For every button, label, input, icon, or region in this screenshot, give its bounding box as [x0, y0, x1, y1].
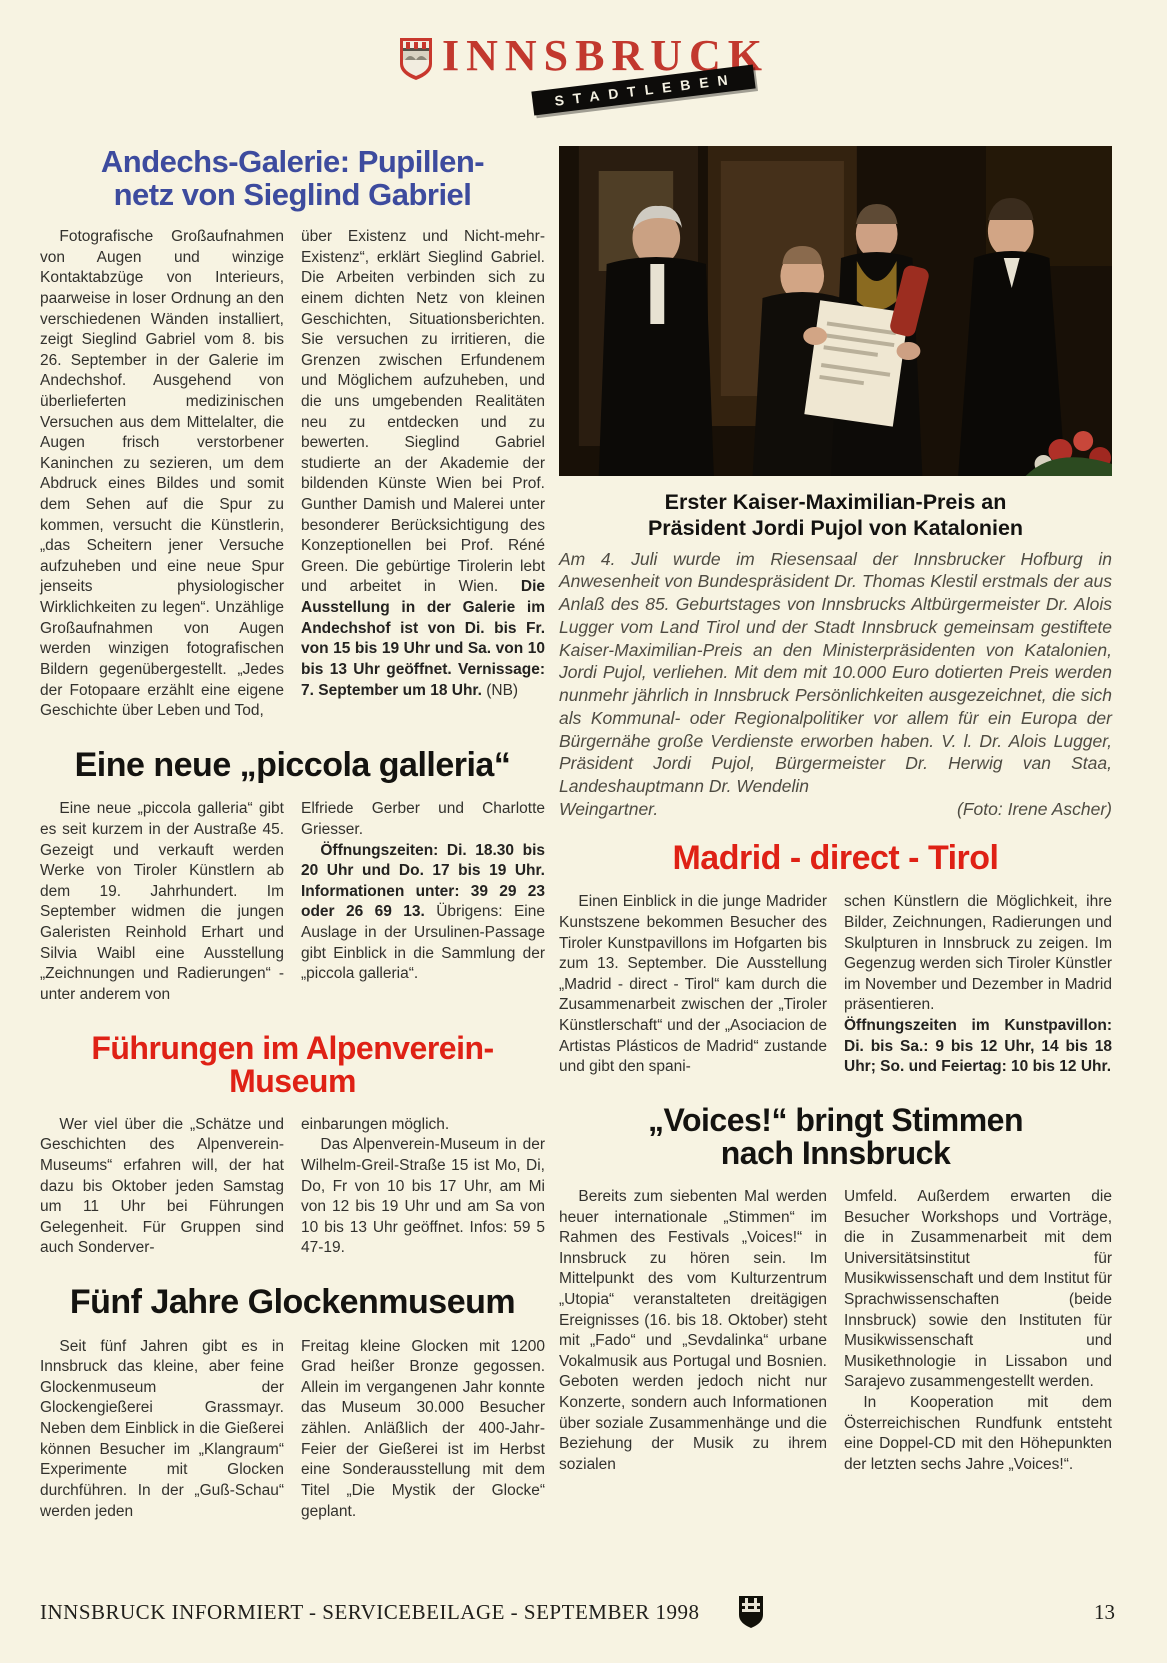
kaiser-caption-title: Erster Kaiser-Maximilian-Preis an Präsident Jordi Pujol von Katalonien [647, 490, 1024, 540]
article-voices-title: „Voices!“ bringt Stimmen nach Innsbruck [647, 1101, 1023, 1172]
voices-column-2: Umfeld. Außerdem erwarten die Besucher Workshops und Vorträge, die in Zusammenarbeit mit dem Universitätsinstitut für Musikwissenschaft und dem Institut für Sprachwissenschaften (beide Innsbruck) sowie den Instituten für Musikwissenschaft und Musikethnologie in Lissabon und Sarajevo zusammengestellt werden. In Kooperation mit dem Österreichischen Rundfunk entsteht eine Doppel-CD mit den Höhepunkten der letzten sechs Jahre „Voices!“. [844, 1187, 1112, 1473]
photo-credit: (Foto: Irene Ascher) [957, 798, 1112, 819]
award-ceremony-photo [559, 146, 1112, 476]
article-alpenverein-title: Führungen im Alpenverein- Museum [91, 1029, 494, 1100]
andechs-column-2: über Existenz und Nicht-mehr-Existenz“, erklärt Sieglind Gabriel. Die Arbeiten verbinden sich zu einem dichten Netz von kleinen Geschichten, Situationsberichten. Sie versuchen zu irritieren, die Grenzen zwischen Erfundenem und Möglichem aufzuheben, und die uns umgebenden Realitäten neu zu entdecken und zu bewerten. Sieglind Gabriel studierte an der Akademie der bildenden Künste Wien bei Prof. Gunther Damish und Malerei unter besonderer Berücksichtigung des Konzeptionellen bei Prof. Réné Green. Die gebürtige Tirolerin lebt und arbeitet in Wien. Die Ausstellung in der Galerie im Andechshof ist von Di. bis Fr. von 15 bis 19 Uhr und Sa. von 10 bis 13 Uhr geöffnet. Vernissage: 7. September um 18 Uhr. (NB) [301, 228, 545, 699]
footer-crest-icon [738, 1595, 764, 1629]
footer-imprint: INNSBRUCK INFORMIERT - SERVICEBEILAGE - SEPTEMBER 1998 [40, 1599, 700, 1624]
article-andechs-galerie [40, 146, 545, 722]
piccola-column-1: Eine neue „piccola galleria“ gibt es seit kurzem in der Austraße 45. Gezeigt und verkauft werden Werke von Tiroler Künstlern ab dem 19. Jahrhundert. Im September widmen die jungen Galeristen Reinhold Erhart und Silvia Waibl eine Ausstellung „Zeichnungen und Radierungen“ - unter anderem von [40, 800, 284, 1003]
article-voices [559, 1101, 1112, 1476]
article-glockenmuseum [40, 1282, 545, 1522]
article-piccola-galleria [40, 745, 545, 1006]
piccola-column-2: Elfriede Gerber und Charlotte Griesser. Öffnungszeiten: Di. 18.30 bis 20 Uhr und Do. 17 bis 19 Uhr. Informationen unter: 39 29 23 oder 26 69 13. Übrigens: Eine Auslage in der Ursulinen-Passage gibt Einblick in die Sammlung der „piccola galleria“. [301, 800, 545, 983]
madrid-column-1: Einen Einblick in die junge Madrider Kunstszene bekommen Besucher des Tiroler Kunstpavillons im Hofgarten bis zum 13. September. Die Ausstellung „Madrid - direct - Tirol“ kam durch die Zusammenarbeit zwischen der „Tiroler Künstlerschaft“ und der „Asociacion de Artistas Plásticos de Madrid“ zustande und gibt den spani- [559, 893, 827, 1076]
voices-column-1: Bereits zum siebenten Mal werden heuer internationale „Stimmen“ im Rahmen des Festivals „Voices!“ in Innsbruck zu hören sein. Im Mittelpunkt des vom Kulturzentrum „Utopia“ veranstalteten dreitägigen Ereignisses (16. bis 18. Oktober) steht mit „Fado“ und „Sevdalinka“ urbane Vokalmusik aus Portugal und Bosnien. Geboten werden jedoch nicht nur Konzerte, sondern auch Informationen über soziale Zusammenhänge und die Beziehung der Musik zu ihrem sozialen [559, 1187, 827, 1473]
article-alpenverein-museum [40, 1029, 545, 1259]
article-madrid-title: Madrid - direct - Tirol [672, 838, 999, 877]
kaiser-caption-text: Am 4. Juli wurde im Riesensaal der Innsbrucker Hofburg in Anwesenheit von Bundespräsident Dr. Thomas Klestil erstmals der aus Anlaß des 85. Geburtstages von Innsbrucks Altbürgermeister Dr. Alois Lugger vom Land Tirol und der Stadt Innsbruck gemeinsam gestiftete Kaiser-Maximilian-Preis an den Ministerpräsidenten von Katalonien, Jordi Pujol, verliehen. Mit dem mit 10.000 Euro dotierten Preis werden nunmehr jährlich in Innsbruck Persönlichkeiten ausgezeichnet, die sich als Kommunal- oder Regionalpolitiker vor allem für ein Europa der Bürgernähe große Verdienste erworben haben. V. l. Dr. Alois Lugger, Präsident Jordi Pujol, Bürgermeister Dr. Herwig van Staa, Landeshauptmann Dr. Wendelin [559, 548, 1112, 797]
article-piccola-title: Eine neue „piccola galleria“ [74, 745, 511, 784]
glocken-column-2: Freitag kleine Glocken mit 1200 Grad heißer Bronze gegossen. Allein im vergangenen Jahr konnte das Museum 30.000 Besucher zählen. Anläßlich der 400-Jahr-Feier der Gießerei ist im Herbst eine Sonderausstellung mit dem Titel „Die Mystik der Glocke“ geplant. [301, 1337, 545, 1520]
article-glocken-title: Fünf Jahre Glockenmuseum [69, 1282, 516, 1321]
alpenverein-column-2: einbarungen möglich. Das Alpenverein-Museum in der Wilhelm-Greil-Straße 15 ist Mo, Di, Do, Fr von 10 bis 17 Uhr, am Mi von 12 bis 19 Uhr und am Sa von 10 bis 13 Uhr geöffnet. Infos: 59 5 47-19. [301, 1115, 545, 1257]
article-andechs-title: Andechs-Galerie: Pupillen- netz von Sieglind Gabriel [100, 144, 485, 212]
page-footer [40, 1595, 1115, 1629]
madrid-column-2: schen Künstlern die Möglichkeit, ihre Bilder, Zeichnungen, Radierungen und Skulpturen in Innsbruck zu zeigen. Im Gegenzug werden sich Tiroler Künstler im November und Dezember in Madrid präsentieren. Öffnungszeiten im Kunstpavillon: Di. bis Sa.: 9 bis 12 Uhr, 14 bis 18 Uhr; So. und Feiertag: 10 bis 12 Uhr. [844, 893, 1112, 1076]
glocken-column-1: Seit fünf Jahren gibt es in Innsbruck das kleine, aber feine Glockenmuseum der Glockengießerei Grassmayr. Neben dem Einblick in die Gießerei können Besucher im „Klangraum“ Experimente mit Glocken durchführen. In der „Guß-Schau“ werden jeden [40, 1337, 284, 1520]
andechs-column-1: Fotografische Großaufnahmen von Augen und winzige Kontaktabzüge von Interieurs, paarweise in loser Ordnung an den verschiedenen Wänden installiert, zeigt Sieglind Gabriel vom 8. bis 26. September in der Galerie im Andechshof. Ausgehend von überlieferten medizinischen Versuchen aus dem Mittelalter, die Augen frisch verstorbener Kaninchen zu sezieren, um dem Abdruck eines Bildes und somit dem Sehen auf die Spur zu kommen, versucht die Künstlerin, „das Scheitern jener Versuche aufzuheben und eine neue Spur jenseits physiologischer Wirklichkeiten zu legen“. Unzählige Großaufnahmen von Augen werden winzigen fotografischen Bildern gegenübergestellt. „Jedes der Fotopaare erzählt eine eigene Geschichte über Leben und Tod, [40, 228, 284, 720]
stadtleben-ribbon: STADTLEBEN [531, 64, 755, 115]
innsbruck-crest-icon [398, 36, 434, 82]
article-kaiser-maximilian [559, 490, 1112, 821]
article-madrid-direct-tirol [559, 838, 1112, 1078]
kaiser-caption-credit: Weingartner. (Foto: Irene Ascher) [559, 798, 1112, 819]
alpenverein-column-1: Wer viel über die „Schätze und Geschichten des Alpenverein-Museums“ erfahren will, der hat dazu bis Oktober jeden Samstag um 11 Uhr bei Führungen Gelegenheit. Für Gruppen sind auch Sonderver- [40, 1115, 284, 1257]
brand-title: INNSBRUCK [441, 31, 770, 80]
masthead [404, 31, 770, 120]
page-number: 13 [1094, 1599, 1115, 1624]
